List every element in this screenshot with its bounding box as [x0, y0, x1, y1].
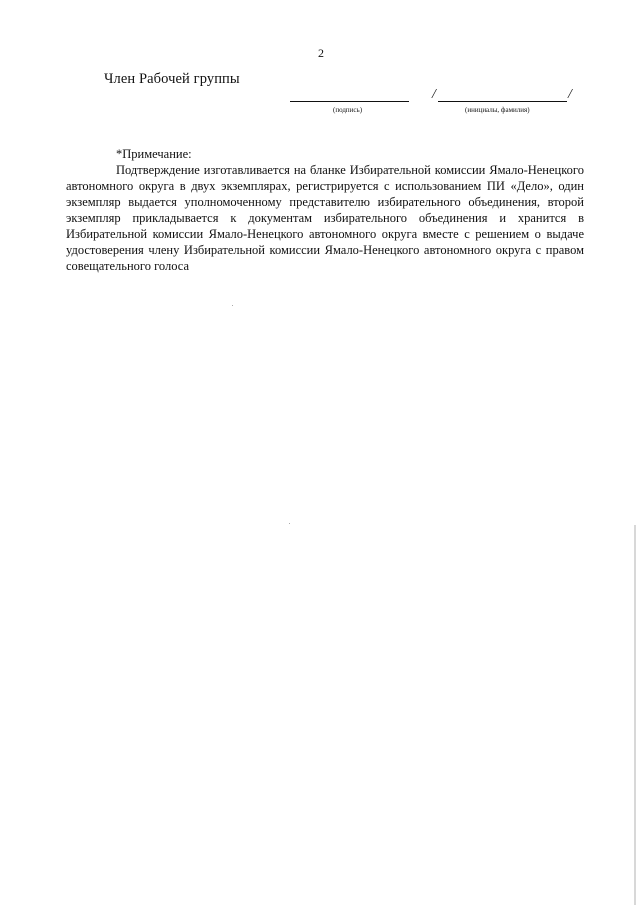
scan-edge [634, 525, 636, 905]
name-slash-left: / [432, 87, 436, 102]
scan-speck [289, 523, 290, 524]
note-body: Подтверждение изготавливается на бланке Избирательной комиссии Ямало-Ненецкого автономного округа в двух экземплярах, регистрируется с использованием ПИ «Дело», один экземпляр выдается уполномоченному представителю избирательного объединения, второй экземпляр прикладывается к документам избирательного объединения и хранится в Избирательной комиссии Ямало-Ненецкого автономного округа вместе с решением о выдаче удостоверения члену Избирательной комиссии Ямало-Ненецкого автономного округа с правом совещательного голоса [66, 163, 584, 273]
scan-speck [232, 305, 233, 306]
name-caption: (инициалы, фамилия) [465, 106, 530, 114]
name-line [438, 101, 567, 102]
signature-line [290, 101, 409, 102]
signature-caption: (подпись) [333, 106, 363, 114]
name-slash-right: / [568, 87, 572, 102]
note-title: *Примечание: [116, 147, 192, 161]
member-role-label: Член Рабочей группы [104, 71, 240, 87]
page-number: 2 [318, 46, 324, 60]
